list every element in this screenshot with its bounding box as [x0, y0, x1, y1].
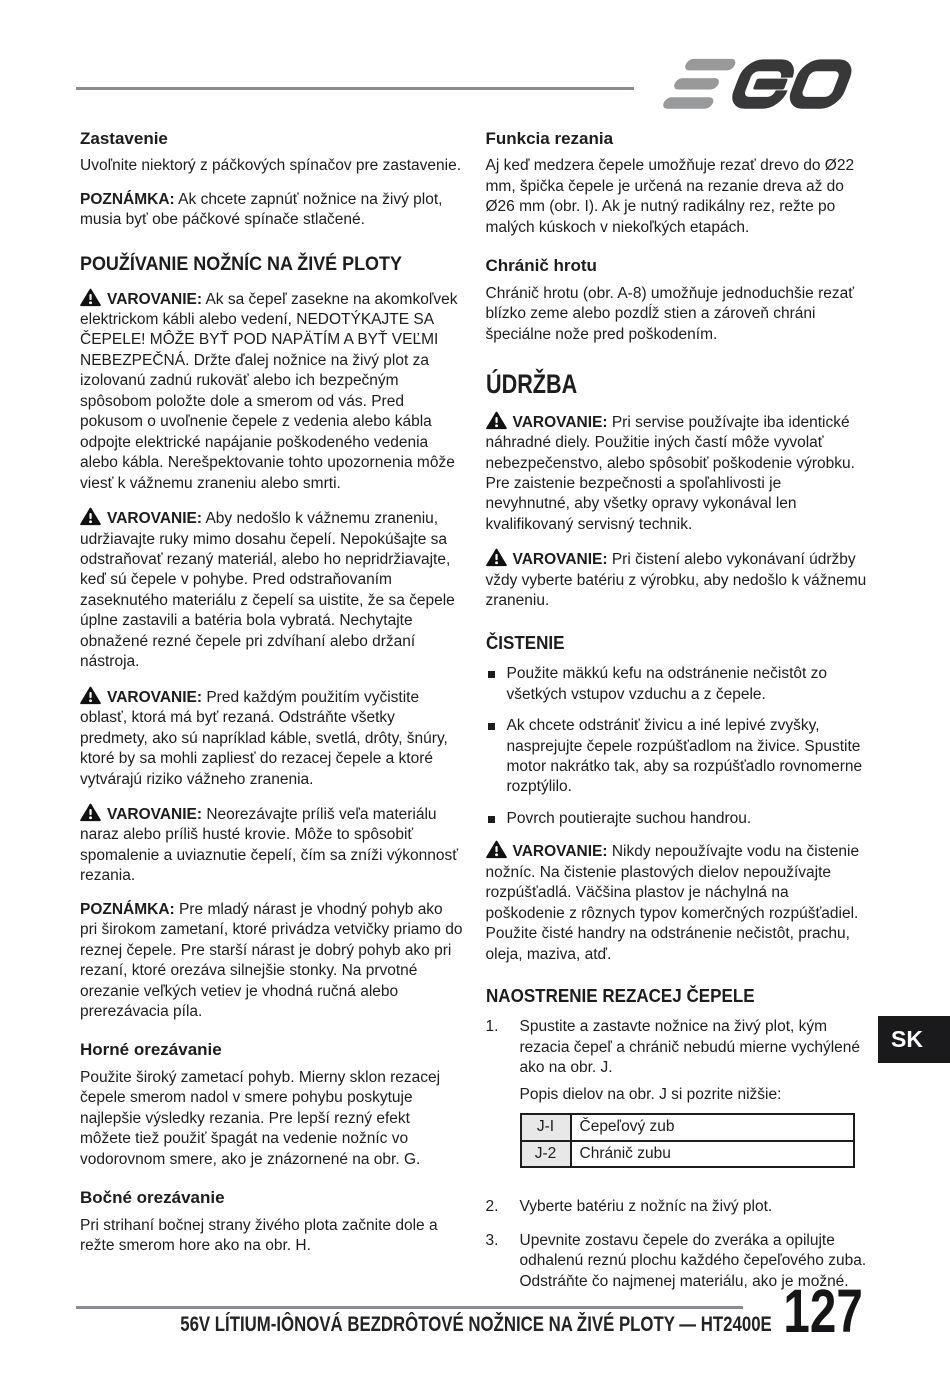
paragraph-chranic: Chránič hrotu (obr. A-8) umožňuje jednoduchšie rezať blízko zeme alebo pozdĺž stien a zároveň chráni špeciálne nože pred poškodením.	[485, 284, 855, 343]
paragraph-horne: Použite široký zametací pohyb. Mierny sklon rezacej čepele smerom nadol v smere pohybu poskytuje najlepšie výsledky rezania. Pre lepší rezný efekt môžete tiež použiť špagát na vedenie nožníc vo vodorovnom smere, ako je znázornené na obr. G.	[80, 1068, 441, 1168]
warning-label: VAROVANIE:	[107, 688, 203, 706]
column-right	[486, 128, 869, 1305]
heading-zastavenie: Zastavenie	[80, 129, 168, 148]
warning-paragraph	[486, 548, 869, 611]
warning-label: VAROVANIE:	[512, 551, 608, 569]
header-rule	[76, 87, 634, 90]
table-key-cell: J-I	[521, 1114, 571, 1140]
bullet-text: Použite mäkkú kefu na odstránenie nečistôt zo všetkých vstupov vzduchu a z čepele.	[506, 665, 828, 703]
heading-bocne-orezavanie: Bočné orezávanie	[80, 1188, 225, 1208]
warning-paragraph	[80, 507, 463, 673]
step-number: 1.	[485, 1018, 499, 1036]
warning-label: VAROVANIE:	[512, 843, 608, 861]
warning-triangle-icon	[80, 686, 101, 705]
table-row	[521, 1141, 854, 1167]
step-text: Upevnite zostavu čepele do zveráka a opilujte odhalenú reznú plochu každého čepeľového zuba. Odstráňte čo najmenej materiálu, ako je možné.	[519, 1231, 867, 1290]
note-text: Pre mladý nárast je vhodný pohyb ako pri širokom zametaní, ktoré privádza vetvičky priamo do reznej čepele. Pre starší nárast je dobrý pohyb ako pri rezaní, ktoré orezáva silnejšie stonky. Na prvotné orezanie veľkých vetiev je vhodná ručná alebo prerezávacia píla.	[80, 900, 463, 1021]
warning-triangle-icon	[80, 803, 101, 822]
step-text: Spustite a zastavte nožnice na živý plot, kým rezacia čepeľ a chránič nebudú mierne vychýlené ako na obr. J.	[519, 1018, 861, 1077]
step-subtext: Popis dielov na obr. J si pozrite nižšie:	[519, 1085, 782, 1103]
ego-logo-icon	[648, 58, 858, 111]
note-paragraph	[80, 900, 463, 1023]
warning-text: Pred každým použitím vyčistite oblasť, ktorá má byť rezaná. Odstráňte všetky predmety, ako sú napríklad káble, svetlá, drôty, šnúry, ktoré by sa mohli zapliesť do rezacej čepele a ktoré vytvárajú riziko vážneho zranenia.	[80, 688, 448, 788]
note-paragraph	[80, 190, 463, 231]
step-number: 3.	[485, 1231, 499, 1249]
heading-usage: POUŽÍVANIE NOŽNÍC NA ŽIVÉ PLOTY	[80, 252, 402, 275]
table-row	[521, 1114, 854, 1140]
paragraph-zastavenie: Uvoľnite niektorý z páčkových spínačov pre zastavenie.	[80, 157, 462, 175]
heading-udrzba: ÚDRŽBA	[485, 369, 577, 400]
page-number: 127	[783, 1277, 863, 1345]
note-label: POZNÁMKA:	[80, 900, 175, 918]
heading-chranic-hrotu: Chránič hrotu	[485, 256, 597, 276]
warning-triangle-icon	[486, 840, 507, 859]
language-tab-label: SK	[891, 1026, 923, 1052]
bullet-text: Ak chcete odstrániť živicu a iné lepivé zvyšky, nasprejujte čepele rozpúšťadlom na živice. Spustite motor nakrátko tak, aby sa rozpúšťadlo rovnomerne rozptýlilo.	[506, 717, 863, 796]
warning-text: Nikdy nepoužívajte vodu na čistenie nožníc. Na čistenie plastových dielov nepoužívajte rozpúšťadlá. Väčšina plastov je náchylná na poškodenie z rôznych typov komerčných rozpúšťadiel. Použite čisté handry na odstránenie nečistôt, prachu, oleja, maziva, atď.	[485, 843, 860, 963]
warning-paragraph	[80, 686, 463, 790]
warning-paragraph	[80, 803, 463, 887]
heading-naostrenie: NAOSTRENIE REZACEJ ČEPELE	[485, 985, 755, 1007]
warning-label: VAROVANIE:	[107, 290, 203, 308]
warning-triangle-icon	[486, 548, 507, 567]
table-key-cell: J-2	[521, 1141, 571, 1167]
bullet-square-icon	[488, 671, 495, 678]
warning-paragraph	[80, 288, 463, 495]
list-item	[486, 809, 869, 829]
step-body	[520, 1017, 869, 1184]
warning-paragraph	[486, 411, 869, 536]
warning-text: Ak sa čepeľ zasekne na akomkoľvek elektrickom kábli alebo vedení, NEDOTÝKAJTE SA ČEPELE! MÔŽE BYŤ POD NAPÄTÍM A BYŤ VEĽMI NEBEZPEČNÁ. Držte ďalej nožnice na živý plot za izolovanú zadnú rukoväť alebo ich bezpečným spôsobom položte dole a smerom od vás. Pred pokusom o uvoľnenie čepele z vedenia alebo kábla odpojte elektrické napájanie poškodeného vedenia alebo kábla. Nerešpektovanie tohto upozornenia môže viesť k vážnemu zraneniu alebo smrti.	[80, 290, 458, 492]
warning-text: Pri servise používajte iba identické náhradné diely. Použitie iných častí môže vyvolať nebezpečenstvo, alebo spôsobiť poškodenie výrobku. Pre zaistenie bezpečnosti a spoľahlivosti je nevyhnutné, aby všetky opravy vykonával len kvalifikovaný servisný technik.	[485, 413, 855, 533]
warning-text: Neorezávajte príliš veľa materiálu naraz alebo príliš husté krovie. Môže to spôsobiť spomalenie a uviaznutie čepelí, čím sa zníži výkonnosť rezania.	[80, 805, 459, 885]
footer-model-text: 56V LÍTIUM-IÔNOVÁ BEZDRÔTOVÉ NOŽNICE NA ŽIVÉ PLOTY — HT2400E	[180, 1313, 772, 1336]
footer-rule	[76, 1306, 743, 1309]
warning-label: VAROVANIE:	[512, 413, 608, 431]
warning-label: VAROVANIE:	[107, 510, 203, 528]
note-label: POZNÁMKA:	[80, 190, 175, 208]
column-left	[80, 128, 463, 1305]
warning-triangle-icon	[80, 507, 101, 526]
table-value-cell: Chránič zubu	[571, 1141, 854, 1167]
step-text: Vyberte batériu z nožníc na živý plot.	[519, 1198, 773, 1216]
bullet-square-icon	[488, 816, 495, 823]
parts-table	[520, 1113, 855, 1168]
language-tab-sk	[878, 1016, 950, 1063]
heading-cistenie: ČISTENIE	[485, 631, 565, 653]
list-item	[486, 664, 869, 705]
warning-triangle-icon	[486, 411, 507, 430]
warning-text: Pri čistení alebo vykonávaní údržby vždy vyberte batériu z výrobku, aby nedošlo k vážnemu zraneniu.	[485, 551, 867, 610]
warning-paragraph	[486, 840, 869, 965]
heading-funkcia-rezania: Funkcia rezania	[485, 129, 614, 148]
bullet-text: Povrch poutierajte suchou handrou.	[506, 809, 752, 827]
warning-label: VAROVANIE:	[107, 805, 203, 823]
numbered-step	[486, 1197, 869, 1217]
numbered-step	[486, 1017, 869, 1184]
warning-text: Aby nedošlo k vážnemu zraneniu, udržiavajte ruky mimo dosahu čepelí. Nepokúšajte sa odstraňovať rezaný materiál, alebo ho nepridržiavajte, keď sú čepele v pohybe. Pred odstraňovaním zaseknutého materiálu z čepelí sa uistite, že sa čepele úplne zastavili a batéria bola vybratá. Nechytajte obnažené rezné čepele pri zdvíhaní alebo držaní nástroja.	[80, 510, 455, 671]
list-item	[486, 716, 869, 798]
warning-triangle-icon	[80, 288, 101, 307]
heading-horne-orezavanie: Horné orezávanie	[80, 1040, 222, 1060]
paragraph-bocne: Pri strihaní bočnej strany živého plota začnite dole a režte smerom hore ako na obr. H.	[80, 1216, 438, 1255]
content-columns	[80, 128, 868, 1305]
step-number: 2.	[485, 1198, 499, 1216]
bullet-square-icon	[488, 723, 495, 730]
paragraph-funkcia: Aj keď medzera čepele umožňuje rezať drevo do Ø22 mm, špička čepele je určená na rezanie dreva až do Ø26 mm (obr. I). Ak je nutný radikálny rez, režte po malých kúskoch v niekoľkých etapách.	[485, 157, 855, 236]
table-value-cell: Čepeľový zub	[571, 1114, 854, 1140]
note-text: Ak chcete zapnúť nožnice na živý plot, musia byť obe páčkové spínače stlačené.	[80, 190, 443, 229]
